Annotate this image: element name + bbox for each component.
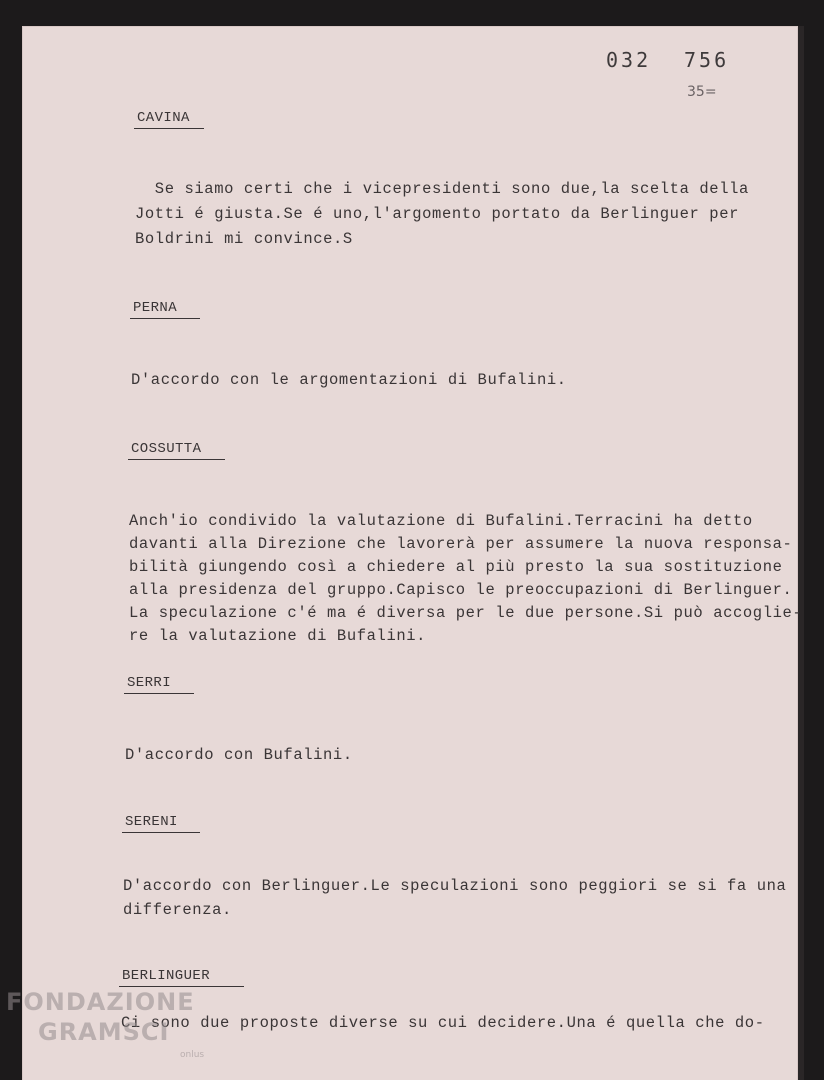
paragraph-line: D'accordo con Berlinguer.Le speculazioni sono peggiori se si fa una [123, 877, 787, 895]
paragraph-line: Boldrini mi convince.S [135, 230, 353, 248]
paragraph-line: Ci sono due proposte diverse su cui decidere.Una é quella che do- [121, 1014, 765, 1032]
speaker-heading: COSSUTTA [131, 441, 202, 457]
paragraph-line: differenza. [123, 901, 232, 919]
speaker-underline [134, 128, 204, 129]
speaker-heading: BERLINGUER [122, 968, 211, 984]
speaker-underline [124, 693, 194, 694]
paragraph-line: D'accordo con Bufalini. [125, 746, 353, 764]
paragraph-line: La speculazione c'é ma é diversa per le due persone.Si può accoglie- [129, 604, 803, 622]
paragraph-line: bilità giungendo così a chiedere al più presto la sua sostituzione [129, 558, 783, 576]
paragraph-line: re la valutazione di Bufalini. [129, 627, 427, 645]
archive-number-left: 032 [606, 48, 652, 72]
speaker-heading: SERRI [127, 675, 172, 691]
watermark-line2: GRAMSCI [38, 1018, 170, 1046]
watermark-line1: FONDAZIONE [6, 988, 195, 1016]
paragraph-line: davanti alla Direzione che lavorerà per assumere la nuova responsa- [129, 535, 793, 553]
paragraph-line: alla presidenza del gruppo.Capisco le preoccupazioni di Berlinguer. [129, 581, 793, 599]
page-number: 35= [687, 84, 717, 100]
speaker-heading: CAVINA [137, 110, 190, 126]
paragraph-line: Jotti é giusta.Se é uno,l'argomento portato da Berlinguer per [135, 205, 739, 223]
paragraph-line: D'accordo con le argomentazioni di Bufalini. [131, 371, 567, 389]
speaker-underline [128, 459, 225, 460]
archive-number-right: 756 [684, 48, 730, 72]
paragraph-line: Anch'io condivido la valutazione di Bufalini.Terracini ha detto [129, 512, 753, 530]
speaker-heading: PERNA [133, 300, 178, 316]
speaker-heading: SERENI [125, 814, 178, 830]
paper-edge [798, 26, 804, 1080]
speaker-underline [122, 832, 200, 833]
paragraph-line: Se siamo certi che i vicepresidenti sono due,la scelta della [135, 180, 749, 198]
watermark-line3: onlus [180, 1050, 205, 1060]
speaker-underline [130, 318, 200, 319]
